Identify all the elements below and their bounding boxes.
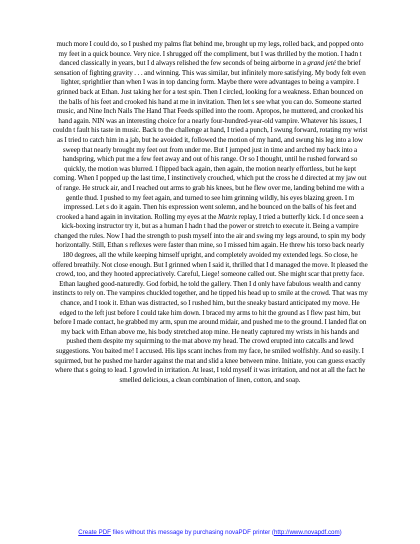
body-text-segment-2: the brief sensation of fighting gravity . . . and winning. This was similar, but infinitely more satisfying. My body felt even lighter, sprightlier than when I was in top dancing form. Maybe there were advantages to being a vampire. I grinned back at Ethan. Just taking her for a test spin. Then I circled, looking for a weakness. Ethan bounced on the balls of his feet and crooked his hand at me in invitation. Then let s see what you can do. Someone started music, and Nine Inch Nails The Hand That Feeds spilled into the room. Apropos, he muttered, and crooked his hand again. NIN was an interesting choice for a nearly four-hundred-year-old vampire. Whatever his issues, I couldn t fault his taste in music. Back to the challenge at hand, I tried a punch, I swung forward, rotating my wrist as I tried to catch him in a jab, but he avoided it, followed the motion of my hand, and swung his leg into a low sweep that nearly brought my feet out from under me. But I jumped just in time and arched my back into a handspring, which put me a few feet away and out of his range. Or so I thought, until he rushed forward so quickly, the motion was blurred. I flipped back again, then again, the motion nearly effortless, but he kept coming. When I popped up the last time, I instinctively crouched, which put the cross he d directed at my jaw out of range. He struck air, and I reached out arms to grab his knees, but he flew over me, landing behind me with a gentle thud. I pushed to my feet again, and turned to see him grinning wildly, his eyes blazing green. I m impressed. Let s do it again. Then his expression went solemn, and he bounced on the balls of his feet and crooked a hand again in invitation. Rolling my eyes at the (52, 59, 368, 221)
italic-grand-jete: grand jeté (307, 59, 336, 68)
pdf-footer (0, 529, 420, 536)
footer-message: files without this message by purchasing novaPDF printer ( (110, 529, 274, 536)
body-text-segment-1: much more I could do, so I pushed my palms flat behind me, brought up my legs, rolled back, and popped onto my feet in a quick bounce. Very nice. I shrugged off the compliment, but I was thrilled by the motion. I hadn t danced classically in years, but I d always relished the few seconds of being airborne in a (56, 40, 364, 68)
body-text-segment-3: replay, I tried a butterfly kick. I d once seen a kick-boxing instructor try it, but as a human I hadn t had the power or stretch to execute it. Being a vampire changed the rules. Now I had the strength to push myself into the air and swing my legs around, to spin my body horizontally. Still, Ethan s reflexes were faster than mine, so I missed him again. He threw his torso back nearly 180 degrees, all the while keeping himself upright, and completely avoided my extended legs. So close, he offered breathily. Not close enough. But I grinned when I said it, thrilled that I d managed the move. It pleased the crowd, too, and they hooted appreciatively. Careful, Liege! someone called out. She might scar that pretty face. Ethan laughed good-naturedly. God forbid, he told the gallery. Then I d only have fabulous wealth and canny instincts to rely on. The vampires chuckled together, and he tipped his head up to smile at the crowd. That was my chance, and I took it. Ethan was distracted, so I rushed him, but the sneaky bastard anticipated my move. He edged to the left just before I could take him down. I braced my arms to hit the ground as I flew past him, but before I made contact, he grabbed my arm, spun me around midair, and pushed me to the ground. I landed flat on my back with Ethan above me, his body stretched atop mine. He neatly captured my wrists in his hands and pushed them despite my squirming to the mat above my head. The crowd erupted into catcalls and lewd suggestions. You baited me! I accused. His lips scant inches from my face, he smiled wolfishly. And so easily. I squirmed, but he pushed me harder against the mat and slid a knee between mine. Initiate, you can guess exactly where that s going to lead. I growled in irritation. At least, I told myself it was irritation, and not at all the fact he smelled delicious, a clean combination of linen, cotton, and soap. (52, 212, 368, 384)
create-pdf-link[interactable]: Create PDF (78, 529, 111, 536)
document-page (52, 40, 368, 385)
novapdf-url-link[interactable]: http://www.novapdf.com (273, 529, 340, 536)
italic-matrix: Matrix (217, 212, 237, 221)
footer-close-paren: ) (339, 529, 342, 536)
body-paragraph (52, 40, 368, 385)
